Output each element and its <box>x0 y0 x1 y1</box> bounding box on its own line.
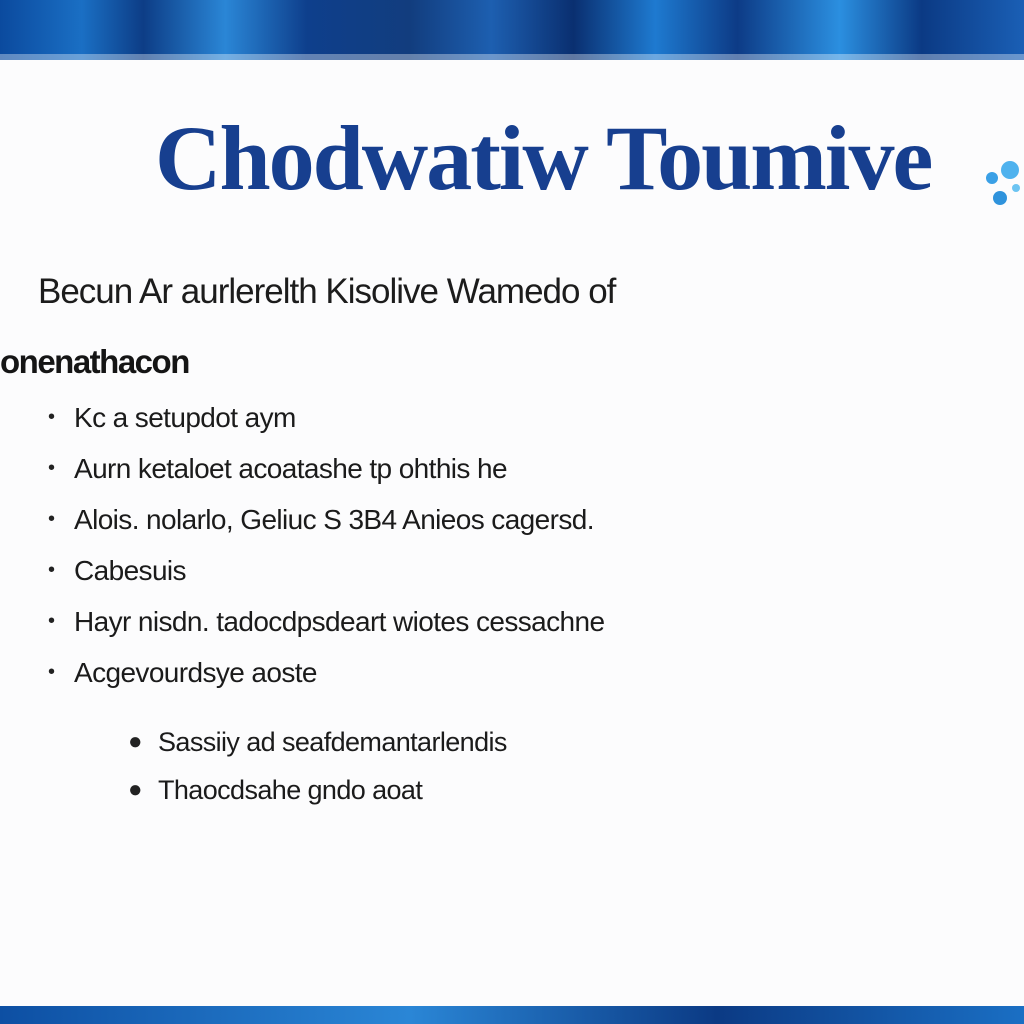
slide-subtitle: Becun Ar aurlerelth Kisolive Wamedo of <box>38 272 616 311</box>
bullet-text: Cabesuis <box>74 554 186 586</box>
list-item <box>48 647 604 698</box>
top-decorative-band <box>0 0 1024 60</box>
bottom-decorative-band <box>0 1006 1024 1024</box>
section-heading: onenathacon <box>0 343 189 380</box>
sub-bullet-text: Sassiiy ad seafdemantarlendis <box>158 726 507 757</box>
bullet-text: Kc a setupdot aym <box>74 401 296 433</box>
bullet-marker: • <box>48 457 56 479</box>
list-item <box>48 494 604 545</box>
sub-bullet-marker: ● <box>128 728 143 755</box>
list-item <box>48 596 604 647</box>
bullet-marker: • <box>48 406 56 428</box>
bullet-list <box>48 392 604 698</box>
slide-title: Chodwatiw Toumive <box>155 107 932 209</box>
sub-list-item <box>128 766 507 814</box>
bullet-text: Acgevourdsye aoste <box>74 656 317 688</box>
sub-bullet-list <box>128 718 507 814</box>
list-item <box>48 392 604 443</box>
bullet-marker: • <box>48 559 56 581</box>
bullet-marker: • <box>48 508 56 530</box>
bullet-text: Hayr nisdn. tadocdpsdeart wiotes cessachne <box>74 605 605 637</box>
sub-list-item <box>128 718 507 766</box>
molecule-dots-icon <box>982 150 1024 210</box>
bullet-text: Aurn ketaloet acoatashe tp ohthis he <box>74 452 507 484</box>
bullet-text: Alois. nolarlo, Geliuc S 3B4 Anieos cagersd. <box>74 503 594 535</box>
list-item <box>48 545 604 596</box>
bullet-marker: • <box>48 661 56 683</box>
sub-bullet-text: Thaocdsahe gndo aoat <box>158 774 423 805</box>
sub-bullet-marker: ● <box>128 776 143 803</box>
list-item <box>48 443 604 494</box>
bullet-marker: • <box>48 610 56 632</box>
